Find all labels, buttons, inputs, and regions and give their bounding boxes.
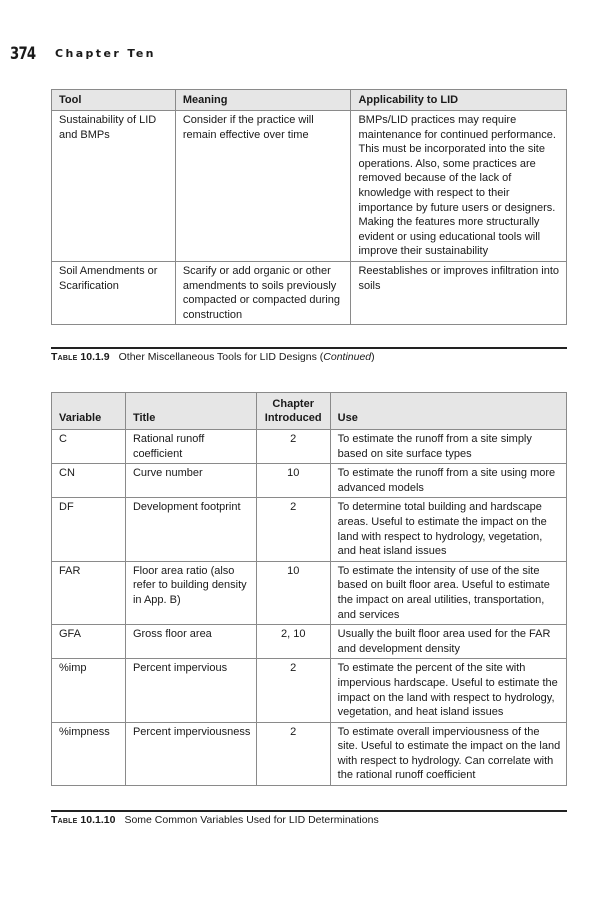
cell-applicability: Reestablishes or improves infiltration into soils: [351, 261, 567, 324]
cell-meaning: Consider if the practice will remain effective over time: [175, 111, 351, 262]
cell-use: To estimate overall imperviousness of the site. Useful to estimate the impact on the land with respect to hydrology. Can correlate with the rational runoff coefficient: [330, 722, 566, 785]
column-header-variable: Variable: [52, 393, 126, 430]
caption-rule: [51, 810, 567, 812]
cell-variable: %imp: [52, 659, 126, 722]
table-row: [52, 111, 567, 262]
table-row: [52, 430, 567, 464]
cell-variable: GFA: [52, 625, 126, 659]
cell-chapter: 2: [256, 659, 330, 722]
caption-text: Other Miscellaneous Tools for LID Designs (: [118, 351, 324, 363]
cell-meaning: Scarify or add organic or other amendments to soils previously compacted or compacted during construction: [175, 261, 351, 324]
page-header: [10, 44, 43, 64]
cell-use: To estimate the percent of the site with impervious hardscape. Useful to estimate the impact on the land with respect to hydrology, vegetation, and heat island issues: [330, 659, 566, 722]
caption-number: 10.1.9: [80, 351, 110, 363]
caption-end: ): [371, 351, 375, 363]
cell-title: Gross floor area: [125, 625, 256, 659]
cell-use: To estimate the runoff from a site simply based on site surface types: [330, 430, 566, 464]
cell-variable: %impness: [52, 722, 126, 785]
table-caption: [51, 351, 375, 363]
table-row: [52, 659, 567, 722]
column-header-chapter: Chapter Introduced: [256, 393, 330, 430]
tools-table: [51, 89, 567, 325]
cell-variable: CN: [52, 464, 126, 498]
cell-chapter: 2, 10: [256, 625, 330, 659]
cell-chapter: 2: [256, 722, 330, 785]
cell-variable: C: [52, 430, 126, 464]
cell-title: Percent imperviousness: [125, 722, 256, 785]
page-number: 374: [10, 44, 36, 64]
table-row: [52, 498, 567, 561]
cell-tool: Sustainability of LID and BMPs: [52, 111, 176, 262]
table-row: [52, 261, 567, 324]
caption-number: 10.1.10: [80, 814, 116, 826]
variables-table: [51, 392, 567, 786]
cell-title: Curve number: [125, 464, 256, 498]
caption-label: Table: [51, 351, 78, 363]
column-header-applicability: Applicability to LID: [351, 90, 567, 111]
cell-chapter: 2: [256, 498, 330, 561]
cell-title: Floor area ratio (also refer to building density in App. B): [125, 561, 256, 624]
table-row: [52, 464, 567, 498]
cell-use: To estimate the runoff from a site using more advanced models: [330, 464, 566, 498]
column-header-title: Title: [125, 393, 256, 430]
cell-variable: DF: [52, 498, 126, 561]
caption-rule: [51, 347, 567, 349]
column-header-tool: Tool: [52, 90, 176, 111]
table-caption: [51, 814, 379, 826]
cell-chapter: 2: [256, 430, 330, 464]
column-header-meaning: Meaning: [175, 90, 351, 111]
cell-variable: FAR: [52, 561, 126, 624]
column-header-use: Use: [330, 393, 566, 430]
caption-text: Some Common Variables Used for LID Determinations: [124, 814, 379, 826]
table-header-row: [52, 393, 567, 430]
cell-applicability: BMPs/LID practices may require maintenance for continued performance. This must be incorporated into the site operations. Also, some practices are removed because of the lack of knowledge with respect to their importance by future users or designers. Making the features more structurally evident or using educational tools will improve their sustainability: [351, 111, 567, 262]
cell-chapter: 10: [256, 464, 330, 498]
table-row: [52, 722, 567, 785]
table-row: [52, 625, 567, 659]
cell-use: To determine total building and hardscape areas. Useful to estimate the impact on the land with respect to hydrology, vegetation, and heat island issues: [330, 498, 566, 561]
cell-title: Development footprint: [125, 498, 256, 561]
table-header-row: [52, 90, 567, 111]
chapter-title: Chapter Ten: [55, 47, 156, 60]
cell-tool: Soil Amendments or Scarification: [52, 261, 176, 324]
cell-title: Percent impervious: [125, 659, 256, 722]
cell-title: Rational runoff coefficient: [125, 430, 256, 464]
table-row: [52, 561, 567, 624]
caption-label: Table: [51, 814, 78, 826]
caption-italic: Continued: [323, 351, 372, 363]
cell-use: To estimate the intensity of use of the site based on built floor area. Useful to estimate the impact on areal utilities, transportation, and services: [330, 561, 566, 624]
cell-use: Usually the built floor area used for the FAR and development density: [330, 625, 566, 659]
cell-chapter: 10: [256, 561, 330, 624]
